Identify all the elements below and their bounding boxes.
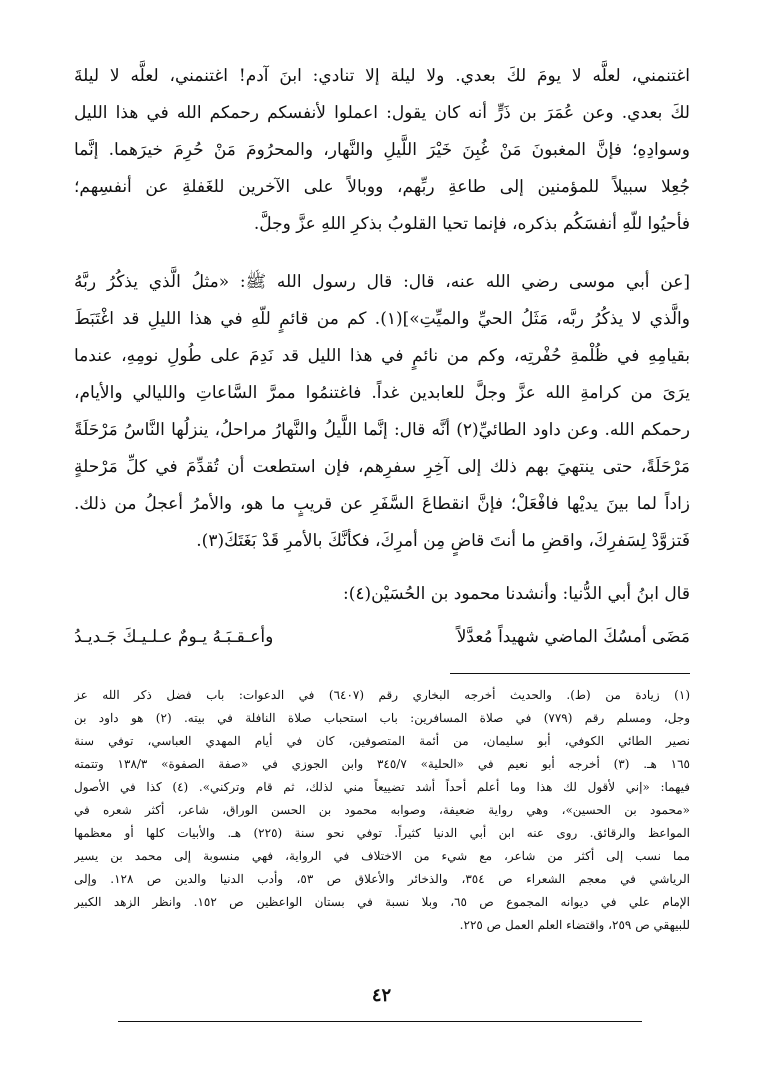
main-paragraph-1 xyxy=(74,58,690,243)
footnote-line: مما نسب إلى أكثر من شاعر، مع شيء من الاختلاف في الرواية، فهي منسوبة إلى محمد بن يسير xyxy=(74,849,690,863)
text-line: زاداً لما بينَ يديْها فافْعَلْ؛ فإنَّ انقطاعَ السَّفَرِ عن قريبٍ ما هو، والأمرُ أعجلُ من ذلك. xyxy=(74,494,690,514)
footnote-line: «محمود بن الحسين»، وهي رواية ضعيفة، وصوابه محمود بن الحسن الوراق، شاعر، أكثر شعره في xyxy=(74,803,690,817)
text-line: بقيامِهِ في ظُلْمةِ حُفْرتِه، وكم من نائمٍ في هذا الليل قد نَدِمَ على طُولِ نومِهِ، عندما xyxy=(74,346,690,366)
main-paragraph-2 xyxy=(74,264,690,560)
footnote-line: الرياشي في معجم الشعراء ص ٣٥٤، والذخائر والأعلاق ص ٥٣، وأدب الدنيا والدين ص ١٢٨. وإلى xyxy=(74,872,690,886)
footnote-line: فيهما: «إني لأقول لك هذا وما أعلم أحداً أشد تضييعاً مني لذلك، ثم قام وتركني». (٤) كذا في الأصول xyxy=(74,780,690,794)
text-line: والَّذي لا يذكُرُ ربَّه، مَثَلُ الحيِّ والميِّتِ»](١). كم من قائمٍ للّهِ في هذا الليلِ قد اغْتَبَطَ xyxy=(74,309,690,329)
footnotes xyxy=(74,684,690,937)
footnote-line: للبيهقي ص ٢٥٩، واقتضاء العلم العمل ص ٢٢٥. xyxy=(459,918,690,932)
page-number: ٤٢ xyxy=(371,985,392,1006)
footnote-line: الإمام علي في ديوانه المجموع ص ٦٥، وبلا نسبة في بستان الواعظين ص ١٥٢. وانظر الزهد الكبير xyxy=(74,895,690,909)
footnote-line: ١٦٥ هـ. (٣) أخرجه أبو نعيم في «الحلية» ٣٤٥/٧ وابن الجوزي في «صفة الصفوة» ١٣٨/٣ وتتمته xyxy=(74,757,690,771)
footnote-line: (١) زيادة من (ط). والحديث أخرجه البخاري رقم (٦٤٠٧) في الدعوات: باب فضل ذكر الله عز xyxy=(74,688,690,702)
verse-second-hemistich: وأعـقـبَـهُ يـومٌ عـلـيـكَ جَـديـدُ xyxy=(74,627,274,647)
bottom-rule xyxy=(118,1021,642,1022)
footnote-line: المواعظ والرقائق. روى عنه ابن أبي الدنيا كثيراً. توفي نحو سنة (٢٢٥) هـ. والأبيات كلها أو معظمها xyxy=(74,826,690,840)
text-line: يرَىَ من كرامةِ الله عزَّ وجلَّ للعابدين غداً. فاغتنمُوا ممرَّ السَّاعاتِ والليالي والأيام، xyxy=(74,383,690,403)
verse-first-hemistich: مَضَى أمسُكَ الماضي شهيداً مُعدَّلاً xyxy=(456,627,690,647)
poem-verse xyxy=(74,622,690,652)
text-line: فأحيُوا للّهِ أنفسَكُم بذكره، فإنما تحيا القلوبُ بذكرِ اللهِ عزَّ وجلَّ. xyxy=(253,214,690,234)
footnote-line: نصير الطائي الكوفي، أبو سليمان، من أئمة المتصوفين، كان في أيام المهدي العباسي، توفي سنة xyxy=(74,734,690,748)
text-line: وسوادِهِ؛ فإنَّ المغبونَ مَنْ غُبِنَ خَيْرَ اللَّيلِ والنَّهار، والمحرُومَ مَنْ حُرِمَ خيرَهما. إنَّما xyxy=(74,140,690,160)
text-line: لكَ بعدي. وعن عُمَرَ بن ذَرٍّ أنه كان يقول: اعملوا لأنفسكم رحمكم الله في هذا الليل xyxy=(74,103,690,123)
text-line: فَتزوَّدْ لِسَفرِكَ، واقضِ ما أنتَ قاضٍ مِن أمرِكَ، فكأنَّكَ بالأمرِ قَدْ بَغَتَكَ(٣). xyxy=(196,531,690,551)
poem-intro-line: قال ابنُ أبي الدُّنيا: وأنشدنا محمود بن الحُسَيْن(٤): xyxy=(343,584,690,604)
poem-intro xyxy=(74,576,690,613)
text-line: رحمكم الله. وعن داود الطائيِّ(٢) أنَّه قال: إنَّما اللَّيلُ والنَّهارُ مراحلُ، ينزلُها النَّاسُ مَرْحَلَةً xyxy=(74,420,690,440)
footnote-line: وجل، ومسلم رقم (٧٧٩) في صلاة المسافرين: باب استحباب صلاة النافلة في بيته. (٢) هو داود بن xyxy=(74,711,690,725)
footnote-separator xyxy=(450,673,690,674)
text-line: مَرْحَلَةً، حتى ينتهيَ بهم ذلك إلى آخِرِ سفرِهم، فإن استطعت أن تُقدِّمَ في كلِّ مَرْحلةٍ xyxy=(74,457,690,477)
text-line: اغتنمني، لعلَّه لا يومَ لكَ بعدي. ولا ليلة إلا تنادي: ابنَ آدم! اغتنمني، لعلَّه لا ليلةَ xyxy=(74,66,690,86)
text-line: جُعِلا سبيلاً للمؤمنين إلى طاعةِ ربِّهم، ووبالاً على الآخرين للغَفلةِ عن أنفسِهم؛ xyxy=(74,177,690,197)
text-line: [عن أبي موسى رضي الله عنه، قال: قال رسول الله ﷺ: «مثلُ الَّذي يذكُرُ ربَّهُ xyxy=(74,272,690,292)
